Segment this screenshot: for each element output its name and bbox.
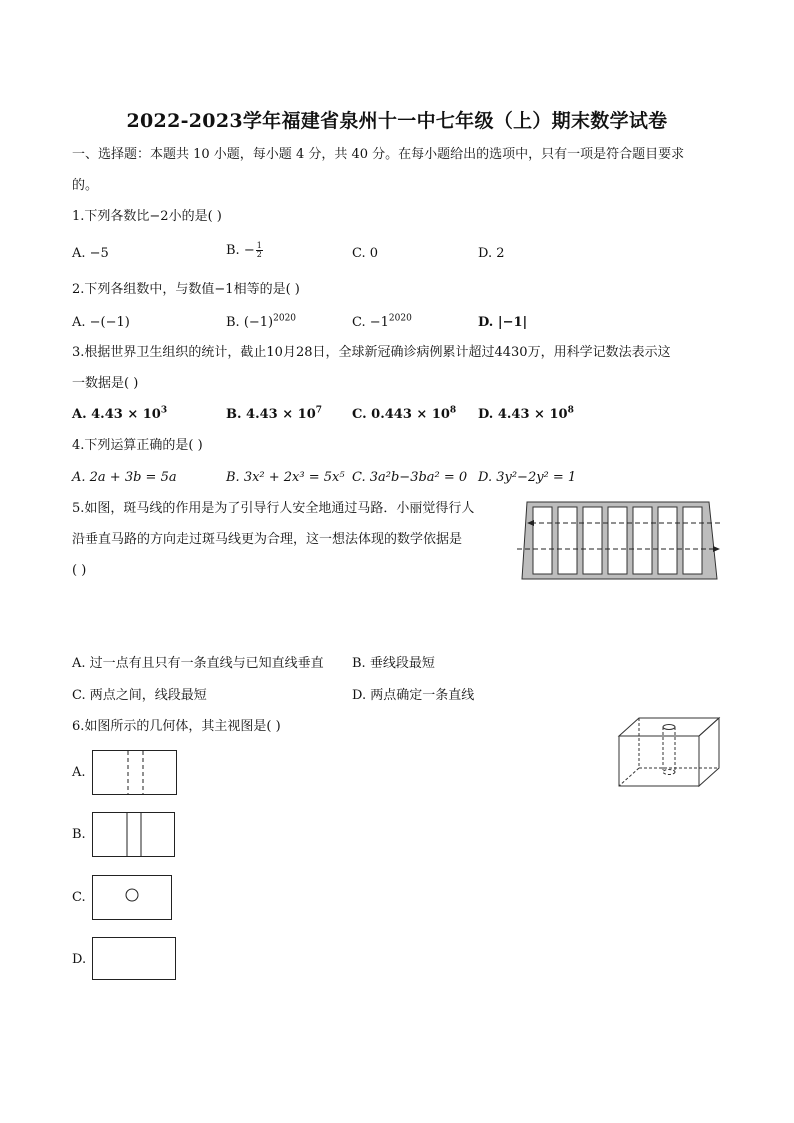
q6-option-d-figure [92,937,176,980]
q3-stem-line1: 3.根据世界卫生组织的统计，截止10月28日，全球新冠确诊病例累计超过4430万，用科学记数法表示这 [72,345,671,360]
q6-stem: 6.如图所示的几何体，其主视图是( ) [72,719,281,734]
q1-fraction-denominator: 2 [256,250,262,259]
q5-stem-line2: 沿垂直马路的方向走过斑马线更为合理，这一想法体现的数学依据是 [72,532,463,547]
q1-stem: 1.下列各数比−2小的是( ) [72,209,222,224]
hidden-edge [619,768,639,786]
q5-stem-line1: 5.如图，斑马线的作用是为了引导行人安全地通过马路．小丽觉得行人 [72,501,475,516]
q2-option-c-base: C. −1 [352,315,389,330]
q3-option-c-exponent: 8 [449,405,457,416]
q2-stem: 2.下列各组数中，与数值−1相等的是( ) [72,282,300,297]
q5-stem-line3: ( ) [72,563,87,578]
q3-option-c-base: C. 0.443 × 10 [352,407,450,422]
q1-option-b [226,242,263,259]
q2-option-c-exponent: 2020 [388,313,412,324]
q3-option-d [478,407,574,423]
q3-stem-line2: 一数据是( ) [72,376,139,391]
q6-option-b-label: B. [72,827,86,842]
cuboid-side-face [699,718,719,786]
q6-option-a-label: A. [72,765,86,780]
q1-option-c: C. 0 [352,246,379,261]
q3-option-b [226,407,322,423]
q2-option-b [226,315,296,331]
zebra-stripe [658,507,677,574]
q5-option-c: C. 两点之间，线段最短 [72,688,207,703]
q1-fraction-numerator: 1 [256,241,262,250]
cuboid-top-face [619,718,719,736]
q2-option-c [352,315,412,331]
q4-option-b: B. 3x² + 2x³ = 5x⁵ [226,470,345,485]
q4-option-c: C. 3a²b−3ba² = 0 [352,470,468,485]
q5-option-a: A. 过一点有且只有一条直线与已知直线垂直 [72,656,324,671]
q6-option-b-figure [92,812,175,857]
zebra-stripe [633,507,652,574]
q2-option-d: D. |−1| [478,315,528,330]
q6-option-c-label: C. [72,890,86,905]
q6-option-d-label: D. [72,952,87,967]
q3-option-a [72,407,167,423]
q5-option-d: D. 两点确定一条直线 [352,688,475,703]
q6-option-c-figure [92,875,172,920]
zebra-stripe [608,507,627,574]
hole-top [663,725,675,730]
hole-bottom [663,770,675,775]
q4-option-a: A. 2a + 3b = 5a [72,470,177,485]
q3-option-a-exponent: 3 [160,405,168,416]
section-heading-line2: 的。 [72,178,99,193]
q3-option-a-base: A. 4.43 × 10 [72,407,161,422]
q6-option-a-figure [92,750,177,795]
arrow-right-icon [713,546,720,552]
zebra-stripe [533,507,552,574]
q3-option-b-exponent: 7 [315,405,323,416]
q3-option-c [352,407,456,423]
q1-option-b-prefix: B. − [226,243,255,258]
q3-option-d-base: D. 4.43 × 10 [478,407,568,422]
solid-figure [614,714,726,788]
zebra-stripe [683,507,702,574]
zebra-stripe [583,507,602,574]
q1-option-d: D. 2 [478,246,505,261]
q2-option-b-exponent: 2020 [273,313,297,324]
zebra-stripe [558,507,577,574]
q4-stem: 4.下列运算正确的是( ) [72,438,203,453]
q1-option-a: A. −5 [72,246,109,261]
page-title: 2022-2023学年福建省泉州十一中七年级（上）期末数学试卷 [126,110,668,132]
zebra-crossing-figure [517,497,722,583]
q2-option-a: A. −(−1) [72,315,130,330]
cuboid-front-face [619,736,699,786]
q2-option-b-base: B. (−1) [226,315,274,330]
q4-option-d: D. 3y²−2y² = 1 [478,470,577,485]
q3-option-b-base: B. 4.43 × 10 [226,407,316,422]
q5-option-b: B. 垂线段最短 [352,656,435,671]
q3-option-d-exponent: 8 [567,405,574,416]
q1-option-b-fraction [256,242,263,259]
section-heading-line1: 一、选择题：本题共 10 小题，每小题 4 分，共 40 分。在每小题给出的选项中，只有一项是符合题目要求 [72,147,685,162]
